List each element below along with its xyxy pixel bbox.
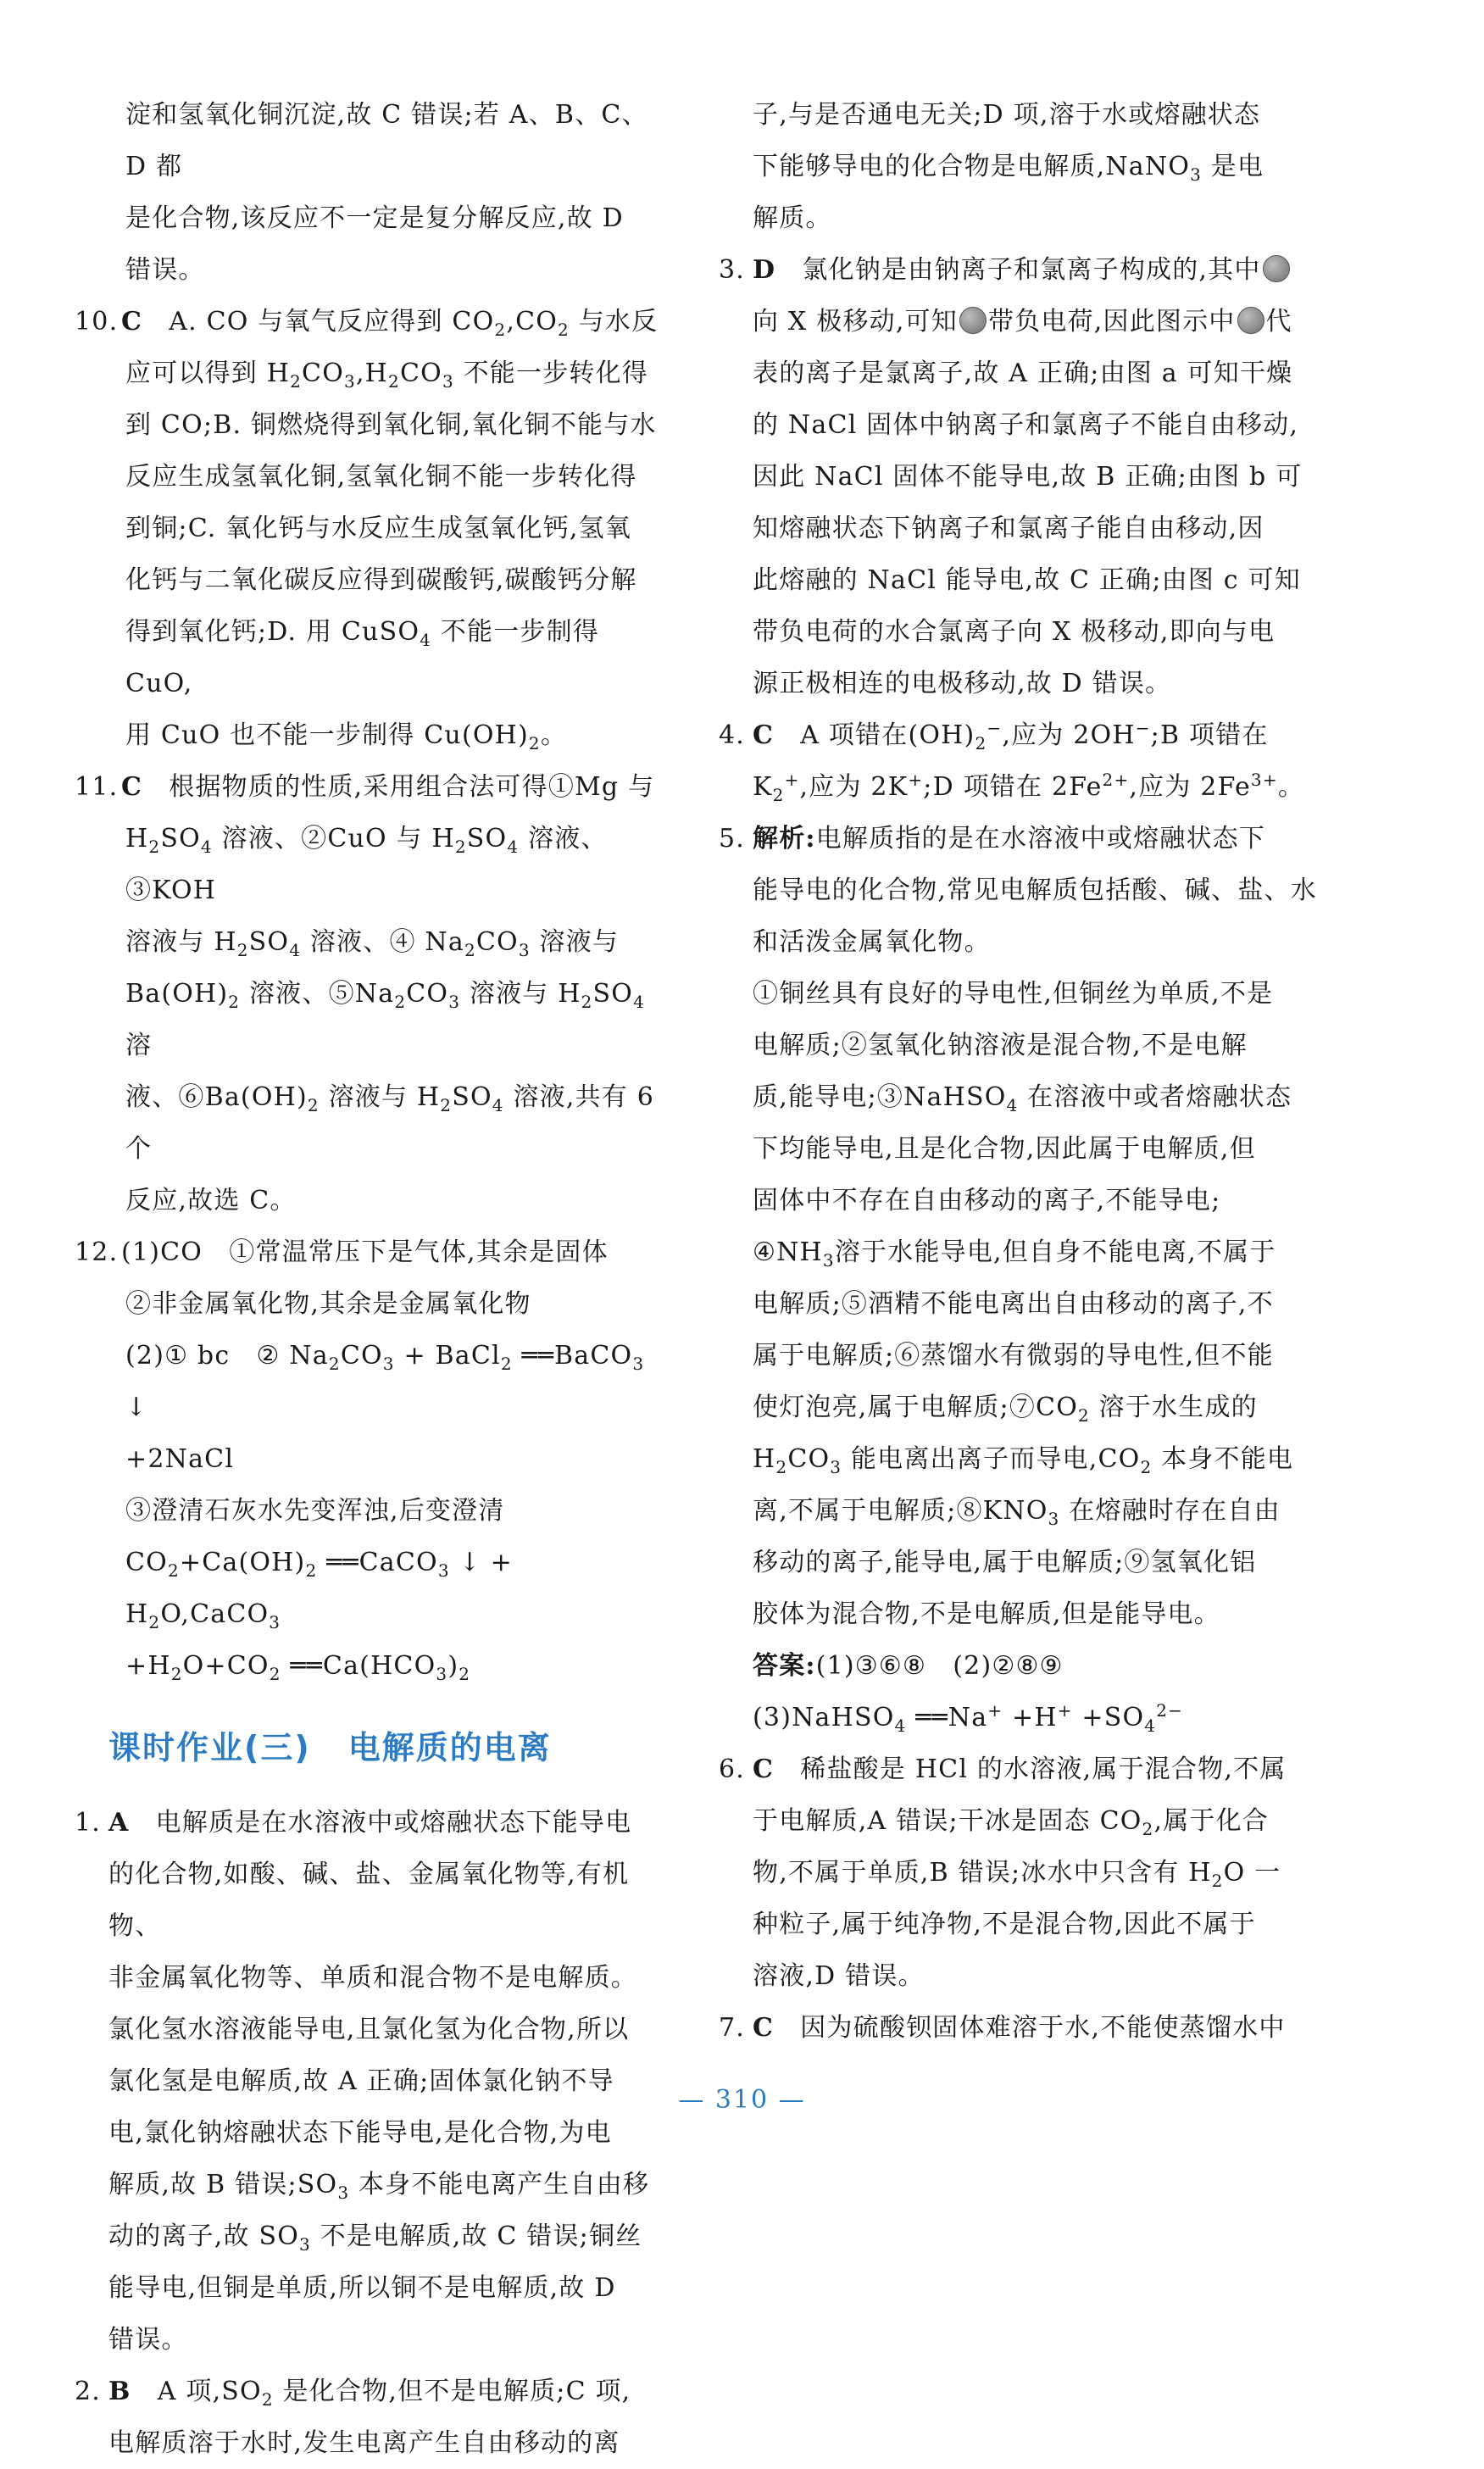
text-line: 能导电,但铜是单质,所以铜不是电解质,故 D	[108, 2273, 616, 2303]
text-line: 源正极相连的电极移动,故 D 错误。	[753, 669, 1172, 698]
text-line: 带负电荷的水合氯离子向 X 极移动,即向与电	[753, 617, 1276, 647]
text-line: 的化合物,如酸、碱、盐、金属氧化物等,有机物、	[108, 1860, 630, 1941]
text-line: 使灯泡亮,属于电解质$;⑦CO_2$ 溶于水生成的	[753, 1393, 1258, 1426]
text-line: 非金属氧化物等、单质和混合物不是电解质。	[108, 1963, 637, 1993]
text-line: 电解质;②氢氧化钠溶液是混合物,不是电解	[753, 1031, 1248, 1060]
ion-circle-icon	[959, 307, 987, 334]
answer-1: 1. A 电解质是在水溶液中或熔融状态下能导电	[75, 1808, 632, 1838]
text-line: 和活泼金属氧化物。	[753, 927, 991, 957]
text-line: (2)① bc ② $Na_2CO_3$ + BaCl$_2$ ══BaCO$_3$ ↓	[125, 1341, 645, 1422]
text-line: $H_2SO_4$ 溶液、②CuO 与 $H_2SO_4$ 溶液、③KOH	[125, 824, 608, 905]
answer-2: 2. B A 项$,SO_2$ 是化合物,但不是电解质;C 项,	[75, 2377, 631, 2410]
page-number: — 310 —	[678, 2085, 806, 2115]
text-line: ②非金属氧化物,其余是金属氧化物	[125, 1289, 531, 1319]
text-line: 电解质溶于水时,发生电离产生自由移动的离	[108, 2428, 620, 2458]
text-line: 化钙与二氧化碳反应得到碳酸钙,碳酸钙分解	[125, 565, 637, 595]
text-line: 溶液,D 错误。	[753, 1961, 925, 1991]
text-line: 物,不属于单质,B 错误;冰水中只含有 $H_2O$ 一	[753, 1858, 1281, 1891]
text-line: 的 NaCl 固体中钠离子和氯离子不能自由移动,	[753, 410, 1299, 440]
text-line: 因此 NaCl 固体不能导电,故 B 正确;由图 b 可	[753, 462, 1303, 492]
text-line: $+H_2O+CO_2$ $══Ca(HCO_3)_2$	[125, 1651, 471, 1684]
text-line: 下能够导电的化合物是电解质,NaNO$_3$ 是电	[753, 152, 1264, 185]
text-line: ③澄清石灰水先变浑浊,后变澄清	[125, 1496, 505, 1526]
text-line: 得到氧化钙;D. 用 CuSO$_4$ 不能一步制得 CuO,	[125, 617, 599, 698]
text-line: 错误。	[125, 255, 205, 285]
text-line: $Ba(OH)_2$ 溶液、$⑤Na_2CO_3$ 溶液与 $H_2SO_4$ 溶	[125, 979, 645, 1060]
text-line: 反应,故选 C。	[125, 1186, 297, 1215]
answer-12: 12. (1)CO ①常温常压下是气体,其余是固体	[75, 1237, 609, 1267]
ion-circle-icon	[1237, 307, 1264, 334]
answer-10: 10. C A. CO 与氧气反应得到 $CO_2,CO_2$ 与水反	[75, 307, 659, 340]
text-line: $CO_2+Ca(OH)_2$ ══CaCO$_3$ ↓ + $H_2O,CaCO_3$	[125, 1548, 513, 1632]
text-line: 氯化氢是电解质,故 A 正确;固体氯化钠不导	[108, 2066, 614, 2096]
text-line: (3)NaHSO$_4$ ══Na+ $+H^+ +SO_4^{2-}$	[753, 1700, 1184, 1736]
right-column	[719, 89, 1327, 2054]
text-line: 离,不属于电解质$;⑧KNO_3$ 在熔融时存在自由	[753, 1496, 1281, 1529]
text-line: 液、$⑥Ba(OH)_2$ 溶液与 $H_2SO_4$ 溶液,共有 6 个	[125, 1082, 654, 1164]
text-line: 此熔融的 NaCl 能导电,故 C 正确;由图 c 可知	[753, 565, 1301, 595]
text-line: 质,能导电;③NaHSO$_4$ 在溶液中或者熔融状态	[753, 1082, 1292, 1115]
text-line: 用 CuO 也不能一步制得 $Cu(OH)_2$。	[125, 720, 568, 753]
text-line: 向 X 极移动,可知 带负电荷,因此图示中 代	[753, 307, 1292, 336]
answer-5: 5. 解析:电解质指的是在水溶液中或熔融状态下	[719, 824, 1266, 854]
text-line: 是化合物,该反应不一定是复分解反应,故 D	[125, 203, 624, 233]
answer-11: 11. C 根据物质的性质,采用组合法可得①Mg 与	[75, 772, 655, 802]
answer-3: 3. D 氯化钠是由钠离子和氯离子构成的,其中	[719, 244, 1327, 296]
text-line: 于电解质,A 错误;干冰是固态 $CO_2$,属于化合	[753, 1806, 1270, 1839]
text-line: 应可以得到 $H_2CO_3,H_2CO_3$ 不能一步转化得	[125, 359, 649, 392]
text-line: +2NaCl	[125, 1444, 235, 1474]
text-line: 种粒子,属于纯净物,不是混合物,因此不属于	[753, 1910, 1256, 1939]
text-line: 解质。	[753, 203, 832, 233]
text-line: 电解质;⑤酒精不能电离出自由移动的离子,不	[753, 1289, 1274, 1319]
text-line: ①铜丝具有良好的导电性,但铜丝为单质,不是	[753, 979, 1274, 1009]
text-line: 固体中不存在自由移动的离子,不能导电;	[753, 1186, 1221, 1215]
text-line: 解质,故 B 错误$;SO_3$ 本身不能电离产生自由移	[108, 2170, 650, 2203]
text-line: 动的离子,故 $SO_3$ 不是电解质,故 C 错误;铜丝	[108, 2222, 642, 2255]
text-line: 知熔融状态下钠离子和氯离子能自由移动,因	[753, 514, 1264, 543]
text-line: 电,氯化钠熔融状态下能导电,是化合物,为电	[108, 2118, 612, 2148]
text-line: 错误。	[108, 2325, 188, 2355]
text-line: 到铜;C. 氧化钙与水反应生成氢氧化钙,氢氧	[125, 514, 631, 543]
text-line: 反应生成氢氧化铜,氢氧化铜不能一步转化得	[125, 462, 637, 492]
ion-circle-icon	[1263, 255, 1290, 282]
text-line: 溶液与 $H_2SO_4$ 溶液、④ $Na_2CO_3$ 溶液与	[125, 927, 620, 960]
text-line: 答案:(1)③⑥⑧ (2)②⑧⑨	[753, 1651, 1064, 1681]
text-line: 氯化氢水溶液能导电,且氯化氢为化合物,所以	[108, 2015, 630, 2044]
answer-4: 4. C A 项错在$(OH)_2^-$,应为 2OH−;B 项错在	[719, 718, 1269, 753]
text-line: 淀和氢氧化铜沉淀,故 C 错误;若 A、B、C、D 都	[125, 100, 648, 181]
answer-6: 6. C 稀盐酸是 HCl 的水溶液,属于混合物,不属	[719, 1754, 1287, 1784]
text-line: $K_2^+$,应为 2K+;D 项错在 $2Fe^{2+}$,应为 $2Fe^{3+}$。	[753, 770, 1305, 805]
text-line: 子,与是否通电无关;D 项,溶于水或熔融状态	[753, 100, 1261, 130]
section-title: 课时作业(三) 电解质的电离	[108, 1729, 552, 1766]
text-line: 移动的离子,能导电,属于电解质;⑨氢氧化铝	[753, 1548, 1257, 1577]
text-line: 下均能导电,且是化合物,因此属于电解质,但	[753, 1134, 1256, 1164]
text-line: 属于电解质;⑥蒸馏水有微弱的导电性,但不能	[753, 1341, 1274, 1371]
text-line: 胶体为混合物,不是电解质,但是能导电。	[753, 1599, 1220, 1629]
text-line: 能导电的化合物,常见电解质包括酸、碱、盐、水	[753, 876, 1317, 905]
text-line: $④NH_3$溶于水能导电,但自身不能电离,不属于	[753, 1237, 1276, 1271]
text-line: $H_2CO_3$ 能电离出离子而导电$,CO_2$ 本身不能电	[753, 1444, 1294, 1477]
answer-7: 7. C 因为硫酸钡固体难溶于水,不能使蒸馏水中	[719, 2013, 1286, 2043]
text-line: 到 CO;B. 铜燃烧得到氧化铜,氧化铜不能与水	[125, 410, 657, 440]
text-line: 表的离子是氯离子,故 A 正确;由图 a 可知干燥	[753, 359, 1293, 388]
